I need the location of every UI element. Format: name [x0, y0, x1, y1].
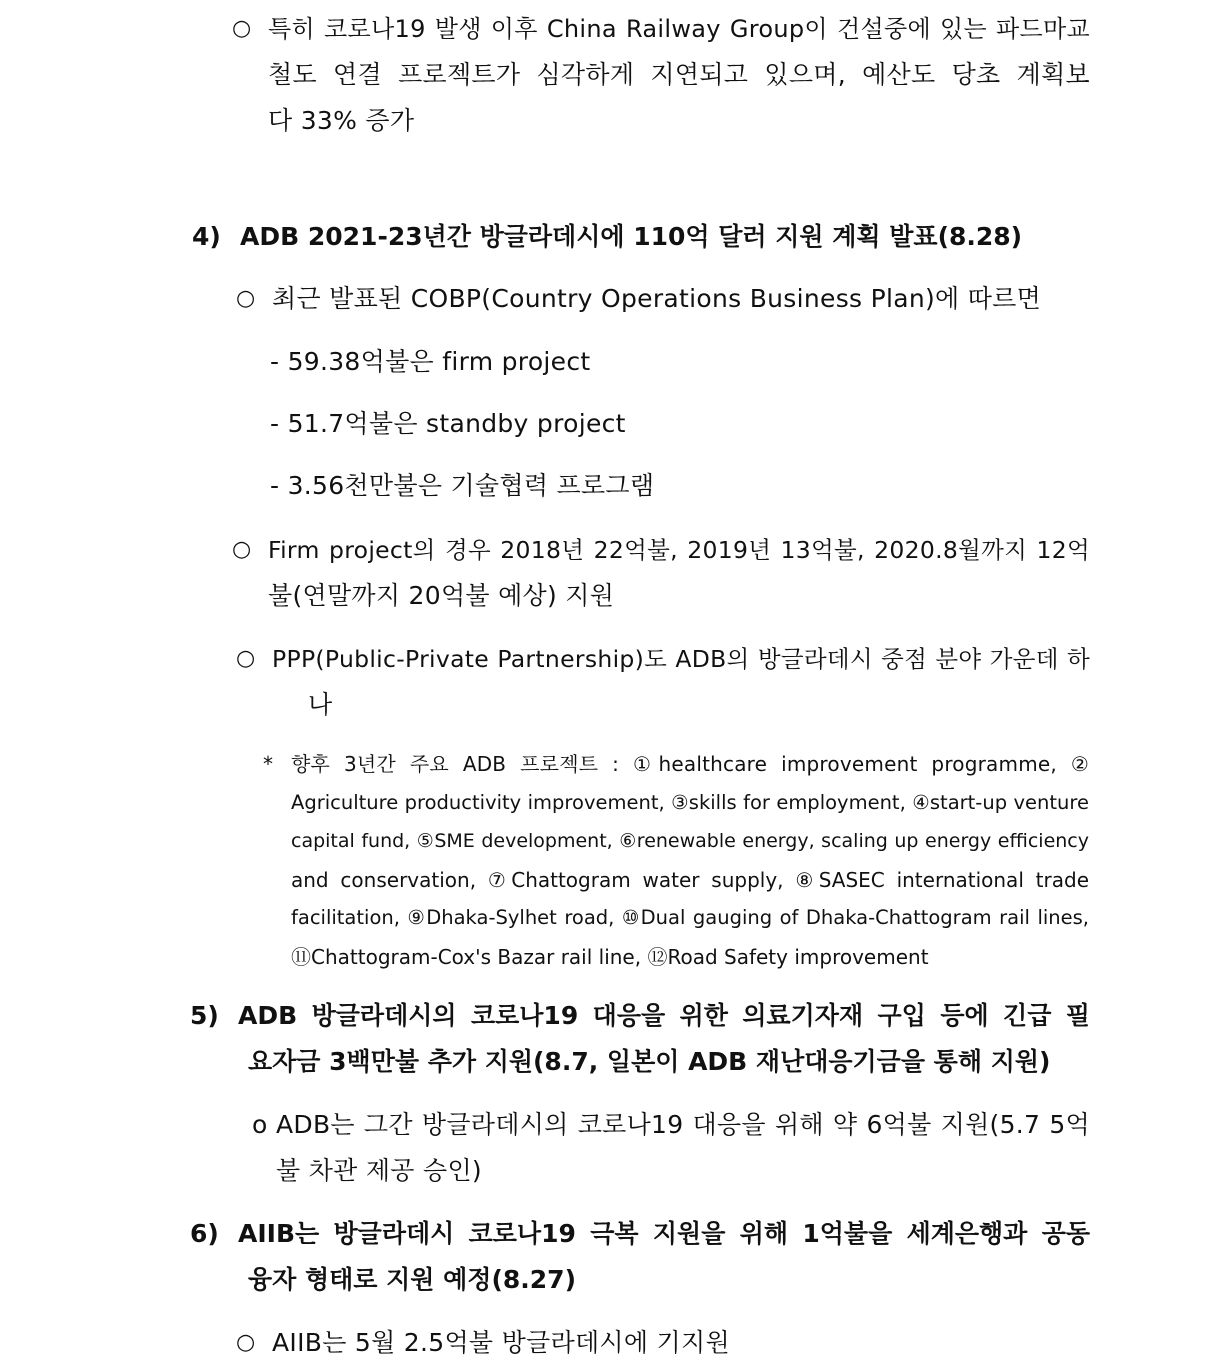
note-line-3: capital fund, ⑤SME development, ⑥renewable energy, scaling up energy efficiency [291, 830, 1089, 852]
circle-bullet-icon: ○ [232, 16, 252, 41]
intro-line-3: 다 33% 증가 [268, 106, 415, 135]
section-5-title-line-1: ADB 방글라데시의 코로나19 대응을 위한 의료기자재 구입 등에 긴급 필 [238, 1001, 1090, 1030]
section-6-bullet-1: AIIB는 5월 2.5억불 방글라데시에 기지원 [272, 1328, 730, 1357]
asterisk-icon: * [263, 752, 273, 776]
section-4-title: ADB 2021-23년간 방글라데시에 110억 달러 지원 계획 발표(8.28) [240, 222, 1023, 251]
section-4-bullet-3-line-1: PPP(Public-Private Partnership)도 ADB의 방글라데시 중점 분야 가운데 하 [272, 645, 1090, 673]
note-line-6: ⑪Chattogram-Cox's Bazar rail line, ⑫Road Safety improvement [291, 944, 929, 969]
note-line-4: and conservation, ⑦Chattogram water supply, ⑧SASEC international trade [291, 867, 1089, 892]
section-4-item-1: - 59.38억불은 firm project [270, 347, 591, 376]
section-4-bullet-1: 최근 발표된 COBP(Country Operations Business Plan)에 따르면 [272, 284, 1042, 313]
section-5-title-line-2: 요자금 3백만불 추가 지원(8.7, 일본이 ADB 재난대응기금을 통해 지원) [248, 1047, 1051, 1076]
circle-bullet-icon: ○ [232, 537, 252, 562]
circle-bullet-icon: ○ [236, 286, 256, 311]
bullet-o-icon: o [252, 1110, 268, 1139]
section-6-number: 6) [190, 1219, 219, 1248]
section-5-bullet-1-line-2: 불 차관 제공 승인) [276, 1156, 482, 1185]
section-4-bullet-2-line-1: Firm project의 경우 2018년 22억불, 2019년 13억불, 2020.8월까지 12억 [268, 536, 1090, 564]
section-6-title-line-1: AIIB는 방글라데시 코로나19 극복 지원을 위해 1억불을 세계은행과 공동 [238, 1219, 1090, 1248]
section-6-title-line-2: 융자 형태로 지원 예정(8.27) [248, 1265, 576, 1294]
section-5-bullet-1-line-1: ADB는 그간 방글라데시의 코로나19 대응을 위해 약 6억불 지원(5.7 5억 [276, 1110, 1090, 1139]
circle-bullet-icon: ○ [236, 1330, 256, 1355]
section-4-item-2: - 51.7억불은 standby project [270, 409, 626, 438]
intro-line-2: 철도 연결 프로젝트가 심각하게 지연되고 있으며, 예산도 당초 계획보 [268, 60, 1090, 89]
section-4-number: 4) [192, 222, 221, 251]
note-line-2: Agriculture productivity improvement, ③skills for employment, ④start-up venture [291, 790, 1089, 814]
section-4-bullet-3-line-2: 나 [308, 690, 333, 719]
section-4-bullet-2-line-2: 불(연말까지 20억불 예상) 지원 [268, 581, 615, 610]
intro-line-1: 특히 코로나19 발생 이후 China Railway Group이 건설중에 있는 파드마교 [268, 15, 1090, 43]
note-line-1: 향후 3년간 주요 ADB 프로젝트 : ①healthcare improvement programme, ② [291, 752, 1089, 776]
section-5-number: 5) [190, 1001, 219, 1030]
circle-bullet-icon: ○ [236, 646, 256, 671]
note-line-5: facilitation, ⑨Dhaka-Sylhet road, ⑩Dual gauging of Dhaka-Chattogram rail lines, [291, 906, 1089, 929]
section-4-item-3: - 3.56천만불은 기술협력 프로그램 [270, 471, 655, 500]
section-4-note [291, 745, 1089, 976]
